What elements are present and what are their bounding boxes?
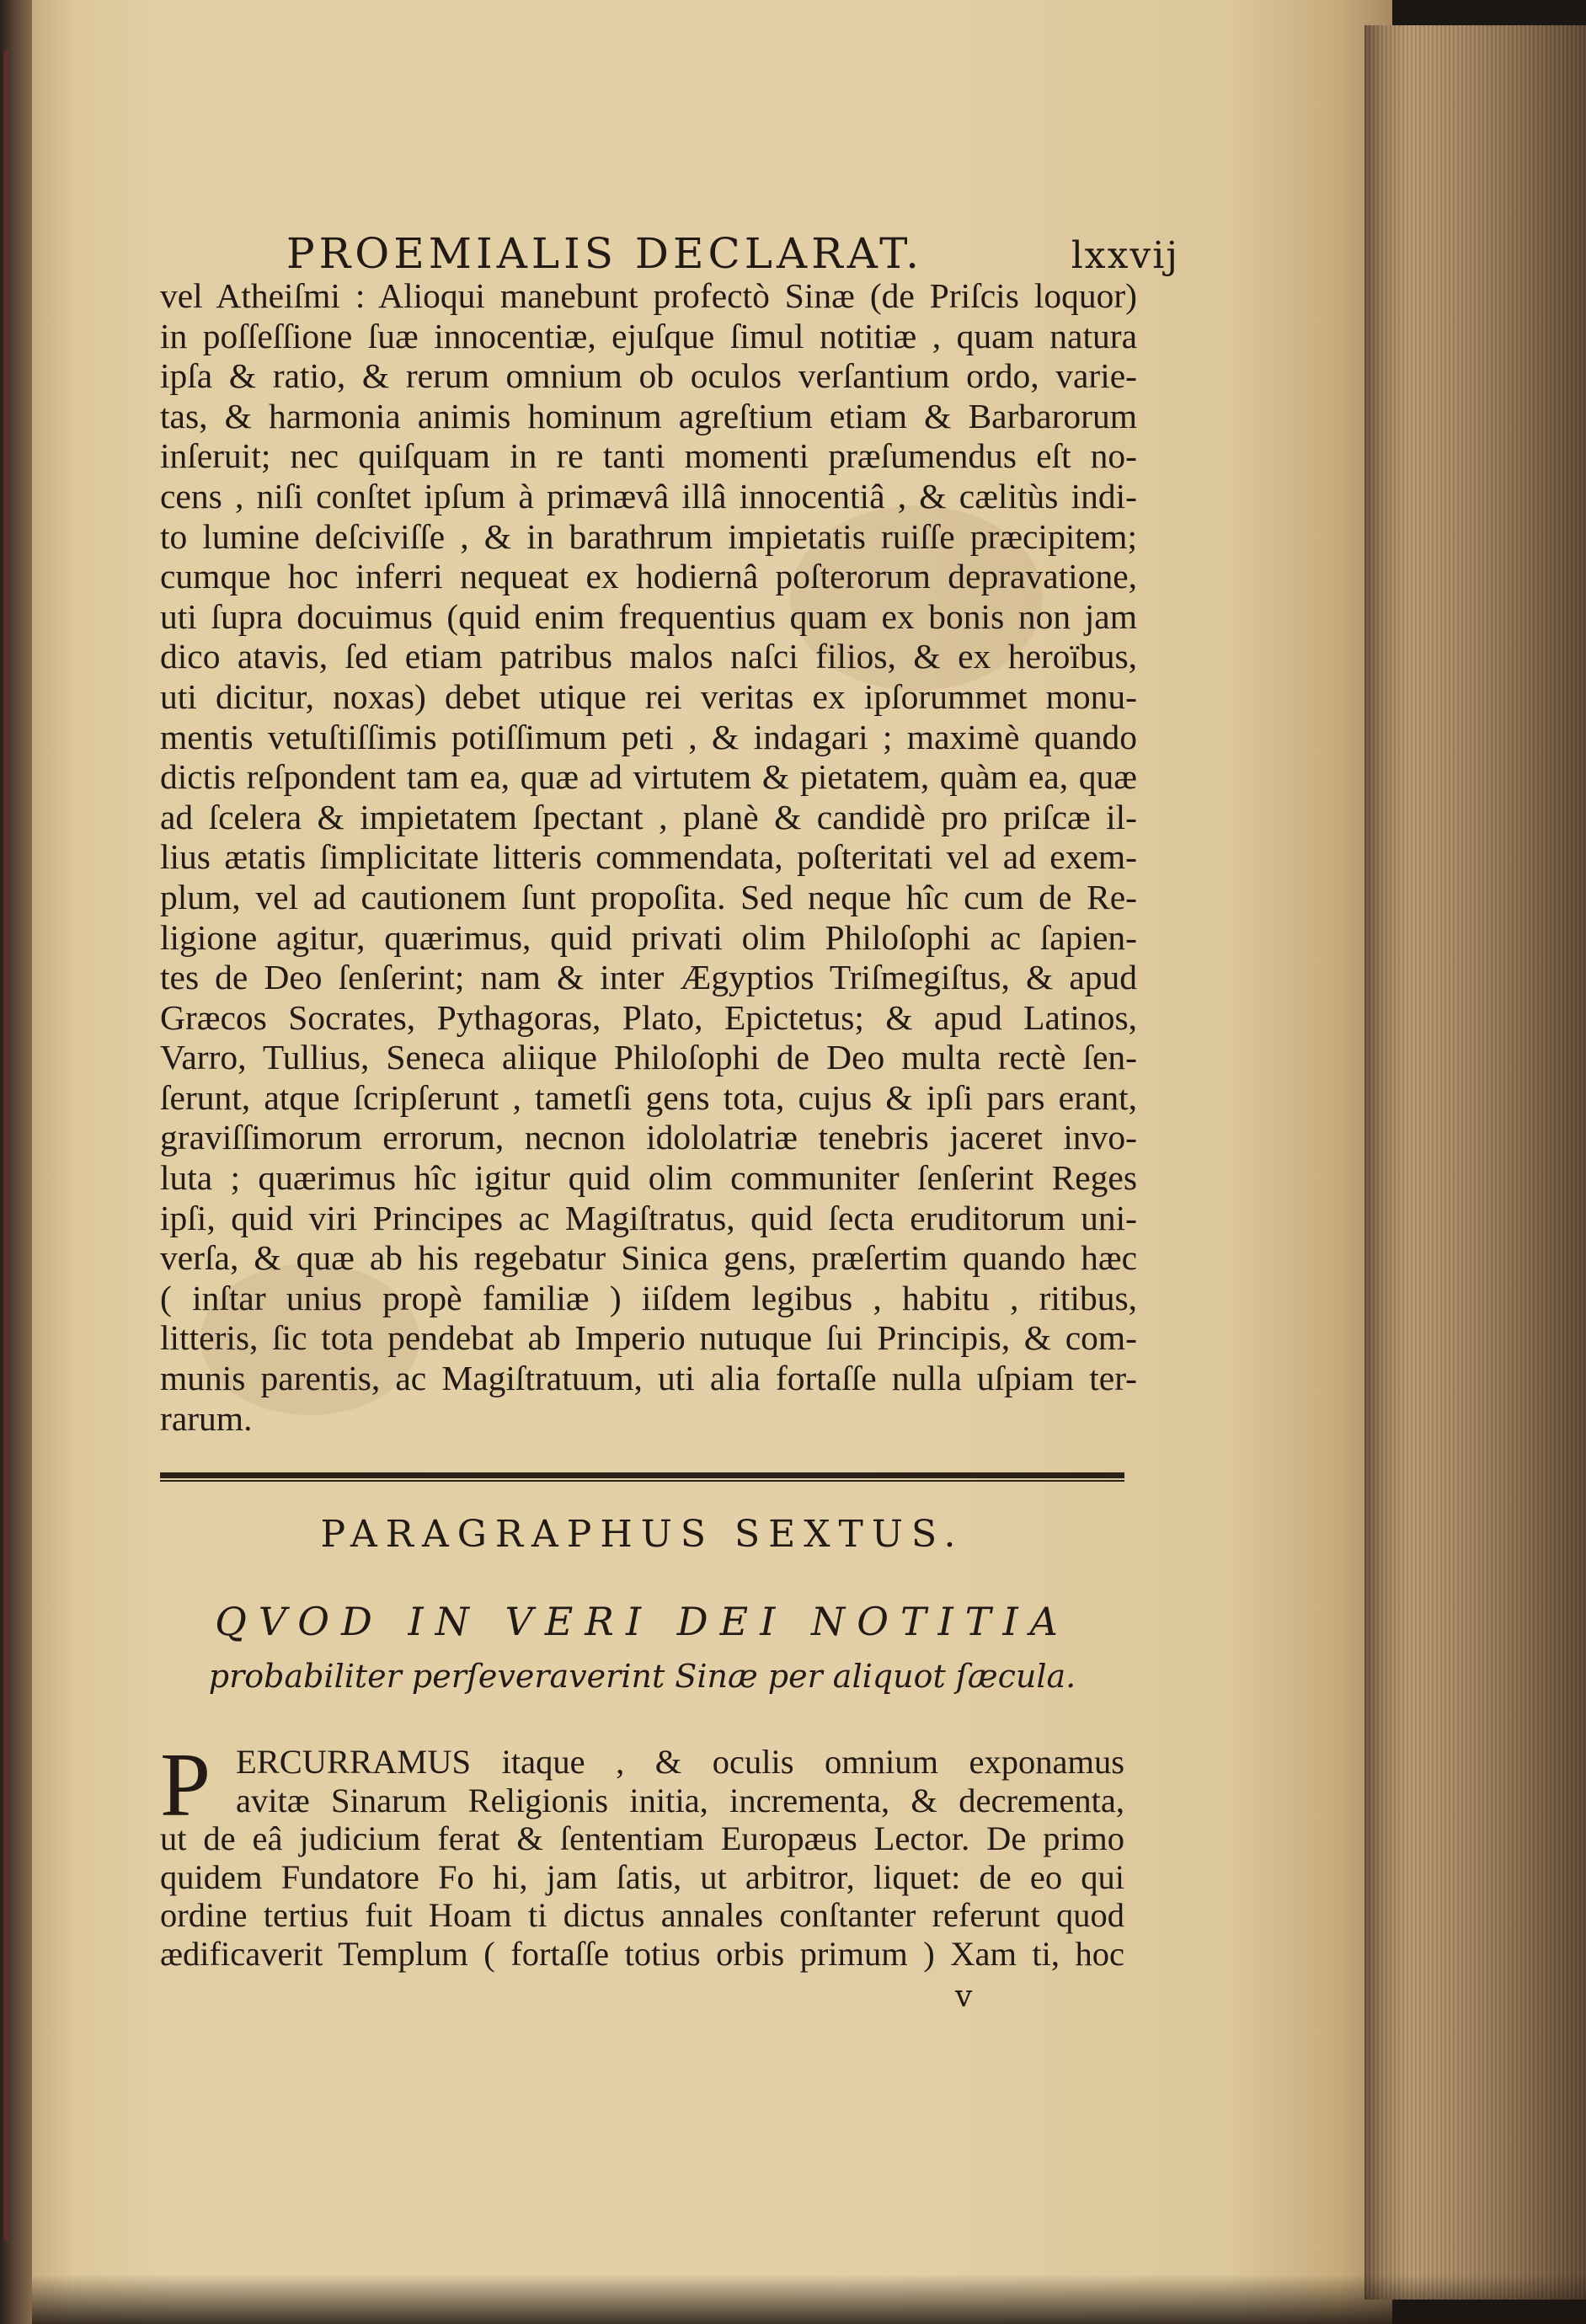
text-line: uti dicitur, noxas) debet utique rei veritas ex ipſorummet monu- [160, 676, 1137, 716]
text-line: dico atavis, ſed etiam patribus malos naſci filios, & ex heroïbus, [160, 637, 1137, 676]
text-line: cumque hoc inferri nequeat ex hodiernâ poſterorum depravatione, [160, 557, 1137, 596]
text-line: verſa, & quæ ab his regebatur Sinica gens, præſertim quando hæc [160, 1238, 1137, 1278]
text-line: plum, vel ad cautionem ſunt propoſita. Sed neque hîc cum de Re- [160, 877, 1137, 916]
text-line: ipſi, quid viri Principes ac Magiſtratus, quid ſecta eruditorum uni- [160, 1198, 1137, 1237]
text-line: mentis vetuſtiſſimis potiſſimum peti , & indagari ; maximè quando [160, 717, 1137, 756]
section-paragraph [160, 1735, 1124, 1973]
running-title: PROEMIALIS DECLARAT. [286, 229, 924, 278]
bottom-shadow [32, 2274, 1586, 2324]
text-line: dictis reſpondent tam ea, quæ ad virtutem & pietatem, quàm ea, quæ [160, 757, 1137, 797]
section-rule [160, 1472, 1124, 1478]
text-line: ordine tertius fuit Hoam ti dictus annales conſtanter referunt quod [160, 1896, 1124, 1934]
running-head [286, 229, 1179, 278]
text-line: Græcos Socrates, Pythagoras, Plato, Epictetus; & apud Latinos, [160, 997, 1137, 1037]
text-line: ad ſcelera & impietatem ſpectant , planè & candidè pro priſcæ il- [160, 797, 1137, 836]
text-line: ( inſtar unius propè familiæ ) iiſdem legibus , habitu , ritibus, [160, 1278, 1137, 1317]
text-line: tes de Deo ſenſerint; nam & inter Ægyptios Triſmegiſtus, & apud [160, 958, 1137, 997]
text-line: avitæ Sinarum Religionis initia, incrementa, & decrementa, [236, 1781, 1124, 1819]
text-line: ERCURRAMUS itaque , & oculis omnium exponamus [236, 1743, 1124, 1781]
text-line: ipſa & ratio, & rerum omnium ob oculos verſantium ordo, varie- [160, 356, 1137, 396]
text-line: cens , niſi conſtet ipſum à primævâ illâ innocentiâ , & cælitùs indi- [160, 476, 1137, 516]
text-line: munis parentis, ac Magiſtratuum, uti alia fortaſſe nulla uſpiam ter- [160, 1359, 1137, 1398]
section-subtitle-line2: probabiliter perſeveraverint Sinæ per aliquot ſæcula. [208, 1658, 1076, 1695]
text-line: quidem Fundatore Fo hi, jam ſatis, ut arbitror, liquet: de eo qui [160, 1857, 1124, 1896]
section-title: PARAGRAPHUS SEXTUS. [320, 1513, 964, 1556]
drop-capital: P [160, 1735, 211, 1835]
text-line: ſerunt, atque ſcripſerunt , tametſi gens tota, cujus & ipſi pars erant, [160, 1077, 1137, 1117]
text-line: in poſſeſſione ſuæ innocentiæ, ejuſque ſimul notitiæ , quam natura [160, 316, 1137, 355]
signature-mark: v [955, 1979, 973, 2014]
page-stack-edge [1364, 25, 1586, 2300]
text-line: graviſſimorum errorum, necnon idololatriæ tenebris jaceret invo- [160, 1118, 1137, 1157]
text-line: ædificaverit Templum ( fortaſſe totius orbis primum ) Xam ti, hoc [160, 1934, 1124, 1973]
previous-page-edge [0, 0, 34, 2324]
section-rule-thin [160, 1480, 1124, 1482]
text-line: tas, & harmonia animis hominum agreſtium etiam & Barbarorum [160, 396, 1137, 435]
text-line: lius ætatis ſimplicitate litteris commendata, poſteritati vel ad exem- [160, 837, 1137, 877]
text-line: Varro, Tullius, Seneca aliique Philoſophi de Deo multa rectè ſen- [160, 1038, 1137, 1077]
folio-number: lxxvij [1071, 234, 1179, 277]
section-subtitle: QVOD IN VERI DEI NOTITIA [215, 1599, 1070, 1644]
text-line: uti ſupra docuimus (quid enim frequentius quam ex bonis non jam [160, 596, 1137, 636]
text-line: luta ; quærimus hîc igitur quid olim communiter ſenſerint Reges [160, 1158, 1137, 1198]
body-text [160, 276, 1137, 1439]
text-line: ut de eâ judicium ferat & ſententiam Europæus Lector. De primo [160, 1819, 1124, 1857]
text-line: rarum. [160, 1398, 253, 1438]
text-line: litteris, ſic tota pendebat ab Imperio nutuque ſui Principis, & com- [160, 1318, 1137, 1358]
text-line: inſeruit; nec quiſquam in re tanti momenti præſumendus eſt no- [160, 436, 1137, 476]
text-line: to lumine deſciviſſe , & in barathrum impietatis ruiſſe præcipitem; [160, 516, 1137, 556]
text-line: vel Atheiſmi : Alioqui manebunt profectò Sinæ (de Priſcis loquor) [160, 276, 1137, 315]
text-line: ligione agitur, quærimus, quid privati olim Philoſophi ac ſapien- [160, 917, 1137, 957]
